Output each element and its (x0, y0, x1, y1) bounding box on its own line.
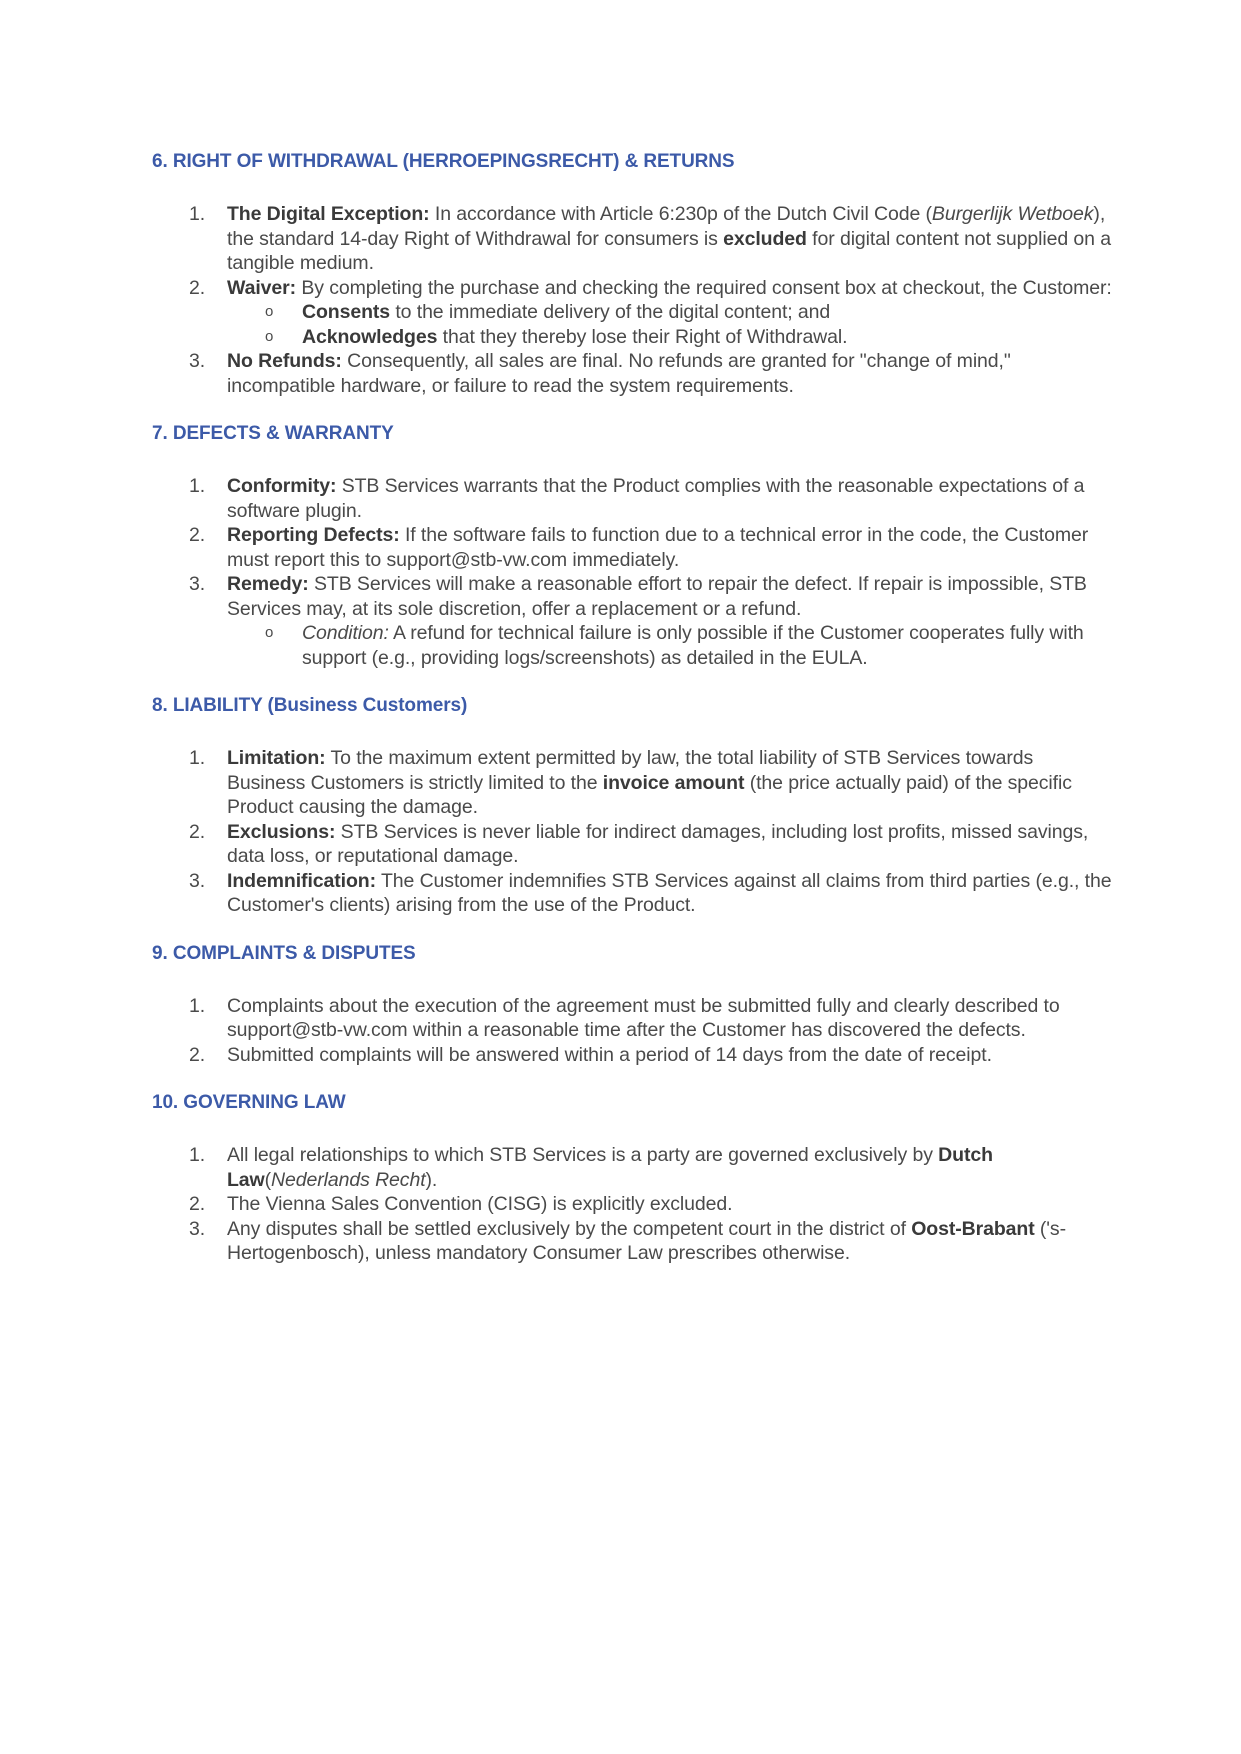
section-heading: 9. COMPLAINTS & DISPUTES (152, 942, 416, 964)
section (152, 422, 1112, 670)
bullet-sublist (227, 621, 1112, 670)
circle-bullet-icon: o (265, 303, 274, 320)
text-run: All legal relationships to which STB Services is a party are governed exclusively by (227, 1144, 939, 1166)
text-run: STB Services warrants that the Product complies with the reasonable expectations of a software plugin. (227, 475, 1085, 522)
bullet-sublist (227, 300, 1112, 349)
list-item (152, 1217, 1112, 1266)
section (152, 694, 1112, 918)
sublist-item-text (302, 326, 847, 348)
list-number: 3. (189, 1217, 206, 1240)
list-item-text (227, 870, 1111, 917)
text-run: STB Services will make a reasonable effort to repair the defect. If repair is impossible, STB Services may, at its sole discretion, offer a replacement or a refund. (227, 573, 1087, 620)
sublist-item-text (302, 622, 1084, 669)
section (152, 150, 1112, 398)
bold-text: No Refunds: (227, 350, 342, 372)
bold-text: Reporting Defects: (227, 524, 400, 546)
list-item (152, 869, 1112, 918)
italic-text: Burgerlijk Wetboek (931, 203, 1094, 225)
text-run: Complaints about the execution of the agreement must be submitted fully and clearly described to support@stb-vw.com within a reasonable time after the Customer has discovered the defects. (227, 994, 1060, 1041)
text-run: to the immediate delivery of the digital content; and (390, 301, 831, 323)
list-item (152, 572, 1112, 670)
numbered-list (152, 1143, 1112, 1266)
list-number: 3. (189, 350, 206, 372)
text-run: ), the standard 14-day Right of Withdrawal for consumers is (227, 203, 1106, 250)
list-item-text (227, 995, 1060, 1042)
bold-text: Remedy: (227, 573, 309, 595)
bold-text: Limitation: (227, 747, 326, 769)
list-item-text (227, 475, 1084, 522)
list-number: 3. (189, 573, 206, 595)
list-item (152, 1192, 1112, 1217)
text-run: ('s-Hertogenbosch), unless mandatory Consumer Law prescribes otherwise. (227, 1217, 1066, 1264)
list-item (152, 994, 1112, 1043)
text-run: ( (264, 1168, 272, 1191)
list-item (152, 276, 1112, 350)
list-number: 2. (189, 1193, 206, 1215)
italic-text: Nederlands Recht (271, 1168, 426, 1191)
list-item-text (227, 350, 1011, 397)
sublist-item (152, 300, 1112, 325)
list-number: 1. (189, 994, 206, 1017)
list-item-text (227, 821, 1088, 868)
list-item (152, 820, 1112, 869)
bold-text: The Digital Exception: (227, 203, 430, 225)
numbered-list (152, 474, 1112, 670)
list-item-text (227, 1144, 993, 1191)
text-run: If the software fails to function due to a technical error in the code, the Customer must report this to support@stb-vw.com immediately. (227, 524, 1089, 571)
list-number: 1. (189, 747, 206, 769)
text-run: The Customer indemnifies STB Services against all claims from third parties (e.g., the Customer's clients) arising from the use of the Product. (227, 869, 1112, 916)
circle-bullet-icon: o (265, 327, 274, 345)
text-run: STB Services is never liable for indirect damages, including lost profits, missed savings, data loss, or reputational damage. (227, 820, 1089, 867)
document-content (152, 150, 1112, 1290)
text-run: To the maximum extent permitted by law, the total liability of STB Services towards Business Customers is strictly limited to the (227, 747, 1034, 794)
list-item (152, 349, 1112, 398)
bold-text: Oost-Brabant (911, 1217, 1035, 1240)
list-item (152, 1143, 1112, 1192)
list-item-text (227, 573, 1087, 620)
list-number: 2. (189, 524, 206, 546)
list-item (152, 202, 1112, 276)
text-run: A refund for technical failure is only possible if the Customer cooperates fully with support (e.g., providing logs/screenshots) as detailed in the EULA. (302, 622, 1084, 669)
sublist-item-text (302, 301, 830, 323)
list-item (152, 1043, 1112, 1068)
text-run: The Vienna Sales Convention (CISG) is explicitly excluded. (227, 1193, 733, 1215)
text-run: (the price actually paid) of the specific Product causing the damage. (227, 771, 1072, 818)
text-run: Consequently, all sales are final. No refunds are granted for "change of mind," incompatible hardware, or failure to read the system requirements. (227, 350, 1011, 397)
list-item-text (227, 524, 1088, 571)
list-number: 2. (189, 820, 206, 843)
bold-text: Dutch Law (227, 1144, 993, 1191)
list-number: 2. (189, 1043, 206, 1066)
numbered-list (152, 994, 1112, 1068)
section-heading: 10. GOVERNING LAW (152, 1092, 346, 1113)
bold-text: excluded (723, 227, 807, 250)
section-heading: 7. DEFECTS & WARRANTY (152, 423, 394, 444)
sublist-item (152, 325, 1112, 350)
section (152, 942, 1112, 1068)
list-number: 3. (189, 869, 206, 892)
list-number: 1. (189, 1144, 206, 1166)
text-run: In accordance with Article 6:230p of the Dutch Civil Code ( (429, 203, 932, 225)
bold-text: Indemnification: (227, 869, 376, 892)
list-item-text (227, 747, 1072, 818)
text-run: Submitted complaints will be answered within a period of 14 days from the date of receipt. (227, 1043, 992, 1066)
section-heading: 8. LIABILITY (Business Customers) (152, 695, 468, 716)
list-item (152, 474, 1112, 523)
text-run: that they thereby lose their Right of Withdrawal. (437, 325, 848, 348)
italic-text: Condition: (302, 622, 389, 644)
numbered-list (152, 746, 1112, 918)
list-item (152, 746, 1112, 820)
list-number: 1. (189, 203, 206, 225)
bold-text: Waiver: (227, 276, 297, 299)
text-run: Any disputes shall be settled exclusively by the competent court in the district of (227, 1217, 912, 1240)
list-number: 1. (189, 475, 206, 497)
text-run: for digital content not supplied on a tangible medium. (227, 227, 1111, 274)
list-item-text (227, 277, 1112, 299)
text-run: ). (425, 1168, 438, 1191)
list-item-text (227, 1193, 732, 1215)
list-item-text (227, 1218, 1066, 1265)
list-item-text (227, 203, 1111, 274)
numbered-list (152, 202, 1112, 398)
section (152, 1091, 1112, 1266)
bold-text: invoice amount (602, 771, 745, 794)
bold-text: Consents (302, 301, 391, 323)
list-item (152, 523, 1112, 572)
bold-text: Exclusions: (227, 820, 336, 843)
list-item-text (227, 1044, 992, 1066)
sublist-item (152, 621, 1112, 670)
circle-bullet-icon: o (265, 624, 274, 641)
bold-text: Acknowledges (302, 325, 438, 348)
list-number: 2. (189, 276, 206, 299)
section-heading: 6. RIGHT OF WITHDRAWAL (HERROEPINGSRECHT) & RETURNS (152, 151, 735, 172)
bold-text: Conformity: (227, 475, 337, 497)
text-run: By completing the purchase and checking the required consent box at checkout, the Customer: (296, 276, 1112, 299)
